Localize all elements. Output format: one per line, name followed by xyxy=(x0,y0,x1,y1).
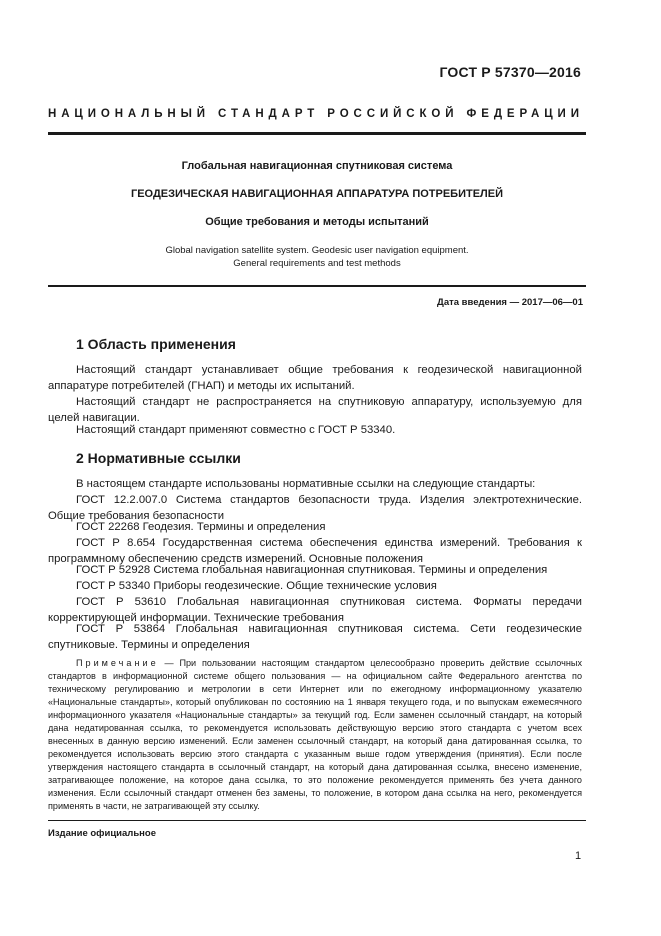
title-rule xyxy=(48,285,586,287)
document-subtitle: Общие требования и методы испытаний xyxy=(205,216,429,228)
english-title-line-1: Global navigation satellite system. Geodesic user navigation equipment. xyxy=(165,245,469,256)
ref-item: ГОСТ 12.2.007.0 Система стандартов безопасности труда. Изделия электротехнические. Общие требования безопасности xyxy=(48,494,582,522)
footer-rule xyxy=(48,820,586,821)
document-number: ГОСТ Р 57370—2016 xyxy=(439,64,581,80)
note-label: Примечание xyxy=(76,658,159,668)
ref-item: ГОСТ Р 53864 Глобальная навигационная спутниковая система. Сети геодезические спутниковые. Термины и определения xyxy=(48,623,582,651)
scope-paragraph-3: Настоящий стандарт применяют совместно с ГОСТ Р 53340. xyxy=(76,424,396,436)
refs-intro: В настоящем стандарте использованы нормативные ссылки на следующие стандарты: xyxy=(76,478,536,490)
ref-item: ГОСТ Р 53340 Приборы геодезические. Общие технические условия xyxy=(76,580,437,592)
page-number: 1 xyxy=(575,850,582,862)
section-heading-scope: 1 Область применения xyxy=(76,336,236,352)
national-standard-title: НАЦИОНАЛЬНЫЙ СТАНДАРТ РОССИЙСКОЙ ФЕДЕРАЦИИ xyxy=(48,108,584,120)
system-title: Глобальная навигационная спутниковая система xyxy=(181,160,453,172)
ref-item: ГОСТ Р 8.654 Государственная система обеспечения единства измерений. Требования к программному обеспечению средств измерений. Основные положения xyxy=(48,537,582,565)
document-title: ГЕОДЕЗИЧЕСКАЯ НАВИГАЦИОННАЯ АППАРАТУРА ПОТРЕБИТЕЛЕЙ xyxy=(130,188,504,200)
scope-paragraph-1: Настоящий стандарт устанавливает общие требования к геодезической навигационной аппаратуре потребителей (ГНАП) и методы их испытаний. xyxy=(48,364,582,392)
ref-item: ГОСТ Р 53610 Глобальная навигационная спутниковая система. Форматы передачи корректирующей информации. Технические требования xyxy=(48,596,582,624)
ref-item: ГОСТ Р 52928 Система глобальная навигационная спутниковая. Термины и определения xyxy=(76,564,548,576)
section-heading-normative-refs: 2 Нормативные ссылки xyxy=(76,450,241,466)
official-edition-label: Издание официальное xyxy=(48,828,156,839)
introduction-date: Дата введения — 2017—06—01 xyxy=(437,297,583,308)
ref-item: ГОСТ 22268 Геодезия. Термины и определения xyxy=(76,521,326,533)
note-block xyxy=(48,657,582,813)
header-rule xyxy=(48,132,586,135)
english-title-line-2: General requirements and test methods xyxy=(233,258,401,269)
scope-paragraph-2: Настоящий стандарт не распространяется на спутниковую аппаратуру, используемую для целей навигации. xyxy=(48,396,582,424)
english-title xyxy=(48,244,586,270)
note-text: — При пользовании настоящим стандартом целесообразно проверить действие ссылочных стандартов в информационной системе общего пользования — на официальном сайте Федерального агентства по техническому регулированию и метрологии в сети Интернет или по ежегодному информационному указателю «Национальные стандарты», который опубликован по состоянию на 1 января текущего года, и по выпускам ежемесячного информационного указателя «Национальные стандарты» за текущий год. Если заменен ссылочный стандарт, на который дана недатированная ссылка, то рекомендуется использовать действующую версию этого стандарта с учетом всех внесенных в данную версию изменений. Если заменен ссылочный стандарт, на который дана датированная ссылка, то рекомендуется использовать версию этого стандарта с указанным выше годом утверждения (принятия). Если после утверждения настоящего стандарта в ссылочный стандарт, на который дана датированная ссылка, внесено изменение, затрагивающее положение, на которое дана ссылка, то это положение рекомендуется применять без учета данного изменения. Если ссылочный стандарт отменен без замены, то положение, в котором дана ссылка на него, рекомендуется применять в части, не затрагивающей эту ссылку. xyxy=(48,658,582,811)
